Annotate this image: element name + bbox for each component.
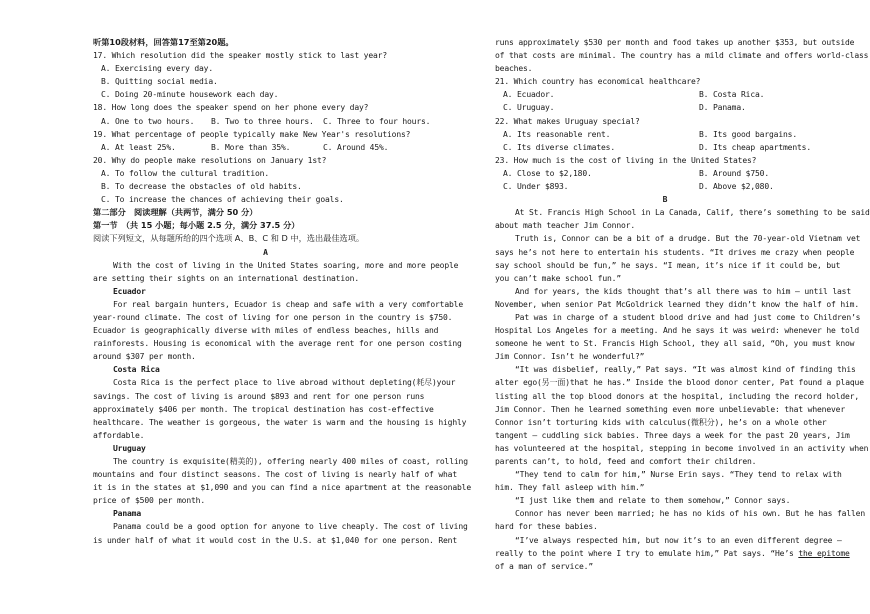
passage-a-line: With the cost of living in the United States soaring, more and more people (113, 260, 459, 270)
option-17a: A. Exercising every day. (101, 64, 213, 74)
options-23cd (495, 180, 835, 193)
passage-a-line: mountains and four distinct seasons. The cost of living is nearly half of what (93, 470, 457, 480)
option-23a: A. Close to $2,180. (503, 168, 592, 178)
passage-b-line: Truth is, Connor can be a bit of a drudge. But the 70-year-old Vietnam vet (515, 234, 861, 244)
passage-a-line: rainforests. Housing is economical with the average rent for one person costing (93, 339, 462, 349)
passage-b-line: “They tend to calm for him,” Nurse Erin says. “They tend to relax with (515, 470, 842, 480)
passage-b-line-with-underline (495, 547, 850, 560)
passage-b-line: Connor has never been married; he has no kids of his own. But he has fallen (515, 509, 865, 519)
passage-b-line: Connor isn’t torturing kids with calculus(微积分), he’s on a whole other (495, 417, 827, 427)
option-18b: B. Two to three hours. (211, 116, 314, 126)
option-17c: C. Doing 20-minute housework each day. (101, 90, 279, 100)
option-18c: C. Three to four hours. (323, 116, 431, 126)
passage-b-line: you can’t make school fun.” (495, 273, 621, 283)
underlined-phrase: the epitome (798, 548, 850, 558)
passage-b-line: And for years, the kids thought that’s all there was to him — until last (515, 286, 851, 296)
passage-a-line: For real bargain hunters, Ecuador is cheap and safe with a very comfortable (113, 299, 463, 309)
passage-a-line: price of $500 per month. (93, 496, 205, 506)
passage-b-line: hard for these babies. (495, 522, 598, 532)
option-20a: A. To follow the cultural tradition. (101, 168, 269, 178)
option-20b: B. To decrease the obstacles of old habits. (101, 182, 302, 192)
question-21: 21. Which country has economical healthcare? (495, 77, 701, 87)
passage-b-line: of a man of service.” (495, 561, 593, 571)
option-23d: D. Above $2,080. (699, 182, 774, 192)
option-22c: C. Its diverse climates. (503, 142, 615, 152)
passage-a-line: healthcare. The weather is gorgeous, the water is warm and the housing is highly (93, 417, 467, 427)
option-18a: A. One to two hours. (101, 116, 195, 126)
option-23b: B. Around $750. (699, 168, 769, 178)
passage-b-line: “I just like them and relate to them somehow,” Connor says. (515, 496, 791, 506)
option-22b: B. Its good bargains. (699, 129, 797, 139)
passage-a-line: beaches. (495, 64, 533, 74)
option-21a: A. Ecuador. (503, 90, 555, 100)
question-17: 17. Which resolution did the speaker mostly stick to last year? (93, 51, 387, 61)
passage-b-line: Jim Connor. Then he learned something even more unbelievable: that whenever (495, 404, 845, 414)
question-22: 22. What makes Uruguay special? (495, 116, 640, 126)
passage-b-line: say school should be fun,” he says. “I mean, it’s nice if it could be, but (495, 260, 841, 270)
passage-a-line: of that costs are minimal. The country has a mild climate and offers world-class (495, 51, 869, 61)
passage-a-line: is under half of what it would cost in the U.S. at $1,040 for one person. Rent (93, 535, 457, 545)
question-23: 23. How much is the cost of living in the United States? (495, 155, 757, 165)
question-20: 20. Why do people make resolutions on January 1st? (93, 155, 327, 165)
options-19 (93, 141, 438, 154)
option-23c: C. Under $893. (503, 182, 569, 192)
option-21b: B. Costa Rica. (699, 90, 765, 100)
passage-b-line: “I’ve always respected him, but now it’s to an even different degree — (515, 535, 842, 545)
heading-ecuador: Ecuador (113, 286, 146, 296)
passage-a-line: Panama could be a good option for anyone to live cheaply. The cost of living (113, 522, 468, 532)
section-one-heading: 第一节 （共 15 小题；每小题 2.5 分，满分 37.5 分） (93, 220, 300, 231)
question-18: 18. How long does the speaker spend on her phone every day? (93, 103, 369, 113)
heading-panama: Panama (113, 509, 141, 519)
option-21c: C. Uruguay. (503, 103, 555, 113)
passage-b-line: has volunteered at the hospital, stepping in become involved in an activity when (495, 443, 869, 453)
options-22cd (495, 141, 835, 154)
passage-b-line: Hospital Los Angeles for a meeting. And he says it was weird: whenever he told (495, 326, 859, 336)
options-22ab (495, 128, 835, 141)
option-20c: C. To increase the chances of achieving their goals. (101, 195, 344, 205)
options-21ab (495, 88, 835, 101)
passage-b-line: Jim Connor. Isn’t he wonderful?” (495, 352, 645, 362)
option-21d: D. Panama. (699, 103, 746, 113)
option-19b: B. More than 35%. (211, 142, 291, 152)
passage-b-line: tangent — cuddling sick babies. Three days a week for the past 20 years, Jim (495, 430, 850, 440)
passage-a-line: savings. The cost of living is around $893 and rent for one person runs (93, 391, 425, 401)
passage-a-line: it is in the states at $1,090 and you can find a nice apartment at the reasonable (93, 483, 471, 493)
heading-costa-rica: Costa Rica (113, 365, 160, 375)
passage-b-line: says he’s not here to entertain his students. “It drives me crazy when people (495, 247, 855, 257)
passage-b-line: parents can’t, to hold, feed and comfort their children. (495, 457, 757, 466)
passage-b-line: “It was disbelief, really,” Pat says. “It was almost kind of finding this (515, 365, 856, 375)
option-19c: C. Around 45%. (323, 142, 389, 152)
passage-a-line: are setting their sights on an international destination. (93, 273, 359, 283)
passage-a-line: runs approximately $530 per month and food takes up another $353, but outside (495, 38, 855, 47)
option-22d: D. Its cheap apartments. (699, 142, 811, 152)
passage-b-line: about math teacher Jim Connor. (495, 221, 635, 231)
options-18 (93, 115, 438, 128)
passage-a-line: year-round climate. The cost of living for one person in the country is $750. (93, 312, 453, 322)
passage-b-line: listing all the top blood donors at the hospital, including the record holder, (495, 391, 859, 401)
passage-a-line: around $307 per month. (93, 352, 196, 362)
passage-b-title: B (662, 195, 668, 205)
options-21cd (495, 101, 835, 114)
heading-uruguay: Uruguay (113, 443, 146, 453)
right-column (495, 36, 870, 573)
left-column (93, 36, 471, 547)
passage-b-line: At St. Francis High School in La Canada, Calif, there’s something to be said (515, 208, 870, 218)
passage-a-line: affordable. (93, 430, 145, 440)
options-23ab (495, 167, 835, 180)
passage-b-text: really to the point where I try to emulate him,” Pat says. “He’s (495, 548, 799, 558)
passage-b-line: someone he went to St. Francis High School, they all said, “Oh, you must know (495, 339, 855, 349)
passage-a-line: approximately $406 per month. The tropical destination has cost-effective (93, 404, 434, 414)
option-19a: A. At least 25%. (101, 142, 176, 152)
passage-a-line: Ecuador is geographically diverse with miles of endless beaches, hills and (93, 326, 439, 336)
section-intro: 听第10段材料，回答第17至第20题。 (93, 37, 234, 47)
passage-b-line: Pat was in charge of a student blood drive and had just come to Children’s (515, 312, 861, 322)
part-two-heading: 第二部分 阅读理解（共两节，满分 50 分） (93, 207, 258, 218)
passage-a-line: Costa Rica is the perfect place to live abroad without depleting(耗尽)your (113, 378, 456, 388)
passage-b-line: November, when senior Pat McGoldrick learned they didn’t know the half of him. (495, 299, 859, 309)
option-22a: A. Its reasonable rent. (503, 129, 611, 139)
option-17b: B. Quitting social media. (101, 77, 218, 87)
passage-a-title: A (263, 247, 268, 257)
passage-b-line: him. They fall asleep with him.” (495, 483, 645, 493)
passage-a-line: The country is exquisite(精美的), offering nearly 400 miles of coast, rolling (113, 457, 468, 466)
question-19: 19. What percentage of people typically make New Year's resolutions? (93, 129, 411, 139)
reading-instructions: 阅读下列短文，从每题所给的四个选项 A、B、C 和 D 中，选出最佳选项。 (93, 233, 365, 244)
passage-b-line: alter ego(另一面)that he has.” Inside the blood donor center, Pat found a plaque (495, 378, 864, 388)
